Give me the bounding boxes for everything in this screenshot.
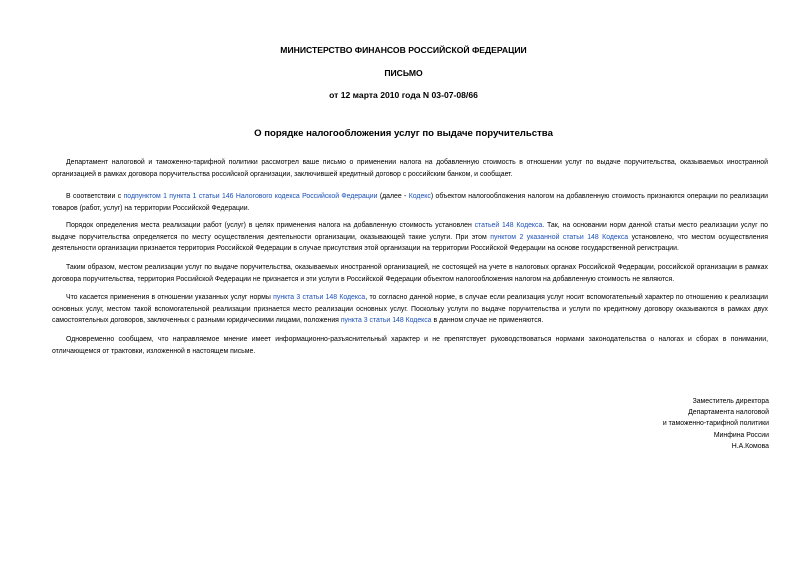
- ministry-header: МИНИСТЕРСТВО ФИНАНСОВ РОССИЙСКОЙ ФЕДЕРАЦИИ: [280, 45, 527, 55]
- link-paragraph-2-article-148[interactable]: пунктом 2 указанной статьи 148 Кодекса: [490, 233, 629, 241]
- paragraph-5: [52, 292, 768, 327]
- paragraph-2-text-3: ) объектом налогообложения налогом на добавленную стоимость признаются операции по реализации товаров (работ, услуг) на территории Российской Федерации.: [52, 193, 769, 212]
- paragraph-3: [52, 220, 768, 255]
- paragraph-5-text-3: в данном случае не применяются.: [431, 317, 544, 324]
- link-code[interactable]: Кодекс: [408, 193, 431, 200]
- signature-block: [663, 396, 769, 452]
- paragraph-5-text-2: , то согласно данной норме, в случае если реализация услуг носит вспомогательный характер по отношению к реализации основных услуг, местом такой вспомогательной реализации признается место реализации основных услуг. Поскольку услуги по выдаче поручительства и услуги по кредитному договору оказываются в рамках двух самостоятельных договоров, заключенных с разными юридическими лицами, положения: [52, 294, 768, 324]
- paragraph-6: [52, 334, 768, 357]
- document-title: О порядке налогообложения услуг по выдаче поручительства: [254, 128, 553, 139]
- link-paragraph-3-article-148-second[interactable]: пункта 3 статьи 148 Кодекса: [340, 317, 432, 324]
- paragraph-3-text-2: . Так, на основании норм данной статьи место реализации услуг по выдаче поручительства определяется по месту осуществления деятельности организации, оказывающей такие услуги. При этом: [52, 222, 768, 241]
- paragraph-2-text-1: В соответствии с: [66, 193, 124, 200]
- signature-name: Н.А.Комова: [731, 442, 769, 450]
- paragraph-4-text: Таким образом, местом реализации услуг по выдаче поручительства, оказываемых иностранной организацией, не состоящей на учете в налоговых органах Российской Федерации, российской организации в рамках договора поручительства, территория Российской Федерации не признается и эти услуги в Российской Федерации объектом налогообложения налогом на добавленную стоимость не являются.: [52, 264, 768, 283]
- paragraph-2: [52, 191, 768, 214]
- link-subparagraph-1-article-146[interactable]: подпунктом 1 пункта 1 статьи 146 Налогового кодекса Российской Федерации: [123, 193, 378, 200]
- signature-position: Заместитель директора: [692, 398, 769, 405]
- link-article-148[interactable]: статьей 148 Кодекса: [474, 222, 543, 229]
- paragraph-2-text-2: (далее -: [377, 193, 409, 200]
- link-paragraph-3-article-148[interactable]: пункта 3 статьи 148 Кодекса: [273, 294, 366, 301]
- paragraph-6-text: Одновременно сообщаем, что направляемое мнение имеет информационно-разъяснительный характер и не препятствует руководствоваться нормами законодательства о налогах и сборах в понимании, отличающемся от трактовки, изложенной в настоящем письме.: [52, 336, 768, 355]
- document-type: ПИСЬМО: [384, 68, 423, 78]
- signature-department-2: и таможенно-тарифной политики: [662, 420, 769, 428]
- signature-ministry: Минфина России: [713, 431, 769, 439]
- date-number: от 12 марта 2010 года N 03-07-08/66: [329, 90, 478, 100]
- signature-department: Департамента налоговой: [688, 409, 769, 417]
- paragraph-1-text: Департамент налоговой и таможенно-тарифной политики рассмотрел ваше письмо о применении налога на добавленную стоимость в отношении услуг по выдаче поручительства, оказываемых иностранной организацией в рамках договора поручительства российской организации, заключившей кредитный договор с российским банком, и сообщает.: [52, 159, 768, 178]
- paragraph-4: [52, 262, 768, 285]
- paragraph-3-text-1: Порядок определения места реализации работ (услуг) в целях применения налога на добавленную стоимость установлен: [66, 222, 475, 229]
- paragraph-1: [52, 157, 768, 180]
- paragraph-3-text-3: установлено, что местом осуществления деятельности организации признается территория Российской Федерации в случае присутствия этой организации на территории Российской Федерации на основе государственной регистрации.: [52, 233, 768, 252]
- paragraph-5-text-1: Что касается применения в отношении указанных услуг нормы: [66, 294, 274, 301]
